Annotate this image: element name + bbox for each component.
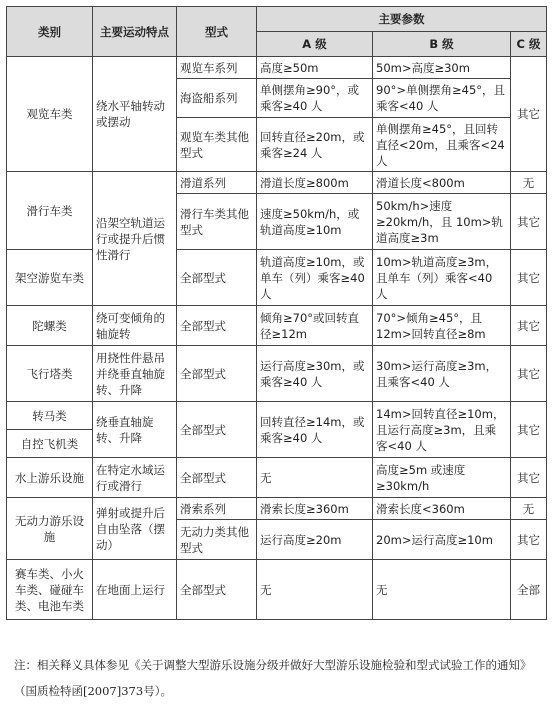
- header-type: 型式: [177, 7, 257, 57]
- a-cell: 无: [257, 560, 373, 620]
- feature-cell: 绕水平轴转动或摆动: [93, 57, 177, 172]
- type-cell: 无动力类其他型式: [177, 520, 257, 560]
- table-row: [7, 498, 547, 520]
- category-cell: 滑行车类: [7, 172, 93, 250]
- c-cell: 其它: [511, 194, 547, 250]
- table-row: [7, 306, 547, 346]
- table-row: [7, 250, 547, 306]
- c-cell: 全部: [511, 560, 547, 620]
- a-cell: 高度≥50m: [257, 57, 373, 79]
- a-cell: 滑道长度≥800m: [257, 172, 373, 194]
- category-cell: 架空游览车类: [7, 250, 93, 306]
- type-cell: 滑索系列: [177, 498, 257, 520]
- a-cell: 回转直径≥20m，或乘客≥24 人: [257, 118, 373, 172]
- type-cell: 全部型式: [177, 560, 257, 620]
- b-cell: 30m>运行高度≥3m，且乘客<40 人: [373, 346, 511, 402]
- header-a: A 级: [257, 32, 373, 57]
- category-cell: 无动力游乐设施: [7, 498, 93, 560]
- type-cell: 海盗船系列: [177, 79, 257, 118]
- classification-table: [6, 6, 547, 620]
- type-cell: 滑道系列: [177, 172, 257, 194]
- feature-cell: 绕可变倾角的轴旋转: [93, 306, 177, 346]
- category-cell: 飞行塔类: [7, 346, 93, 402]
- c-cell: 其它: [511, 520, 547, 560]
- feature-cell: 沿架空轨道运行或提升后惯性滑行: [93, 172, 177, 306]
- a-cell: 单侧摆角≥90°，或乘客≥40 人: [257, 79, 373, 118]
- type-cell: 观览车类其他型式: [177, 118, 257, 172]
- c-cell: 其它: [511, 402, 547, 458]
- c-cell: 其它: [511, 346, 547, 402]
- type-cell: 全部型式: [177, 402, 257, 458]
- a-cell: 轨道高度≥10m，或单车（列）乘客≥40 人: [257, 250, 373, 306]
- b-cell: 滑道长度<800m: [373, 172, 511, 194]
- c-cell: 其它: [511, 458, 547, 498]
- category-cell: 自控飞机类: [7, 430, 93, 458]
- footnote-text: 注：相关释义具体参见《关于调整大型游乐设施分级并做好大型游乐设施检验和型式试验工作的通知》（国质检特函[2007]373号）。: [14, 658, 532, 698]
- feature-cell: 弹射或提升后自由坠落（摆动）: [93, 498, 177, 560]
- b-cell: 50km/h>速度≥20km/h，且 10m>轨道高度≥3m: [373, 194, 511, 250]
- feature-cell: 在特定水域运行或滑行: [93, 458, 177, 498]
- b-cell: 50m>高度≥30m: [373, 57, 511, 79]
- a-cell: 速度≥50km/h，或轨道高度≥10m: [257, 194, 373, 250]
- b-cell: 无: [373, 560, 511, 620]
- b-cell: 滑索长度<360m: [373, 498, 511, 520]
- b-cell: 70°>倾角≥45°，且12m>回转直径≥8m: [373, 306, 511, 346]
- footnote: [14, 652, 538, 704]
- category-cell: 转马类: [7, 402, 93, 430]
- type-cell: 全部型式: [177, 306, 257, 346]
- b-cell: 10m>轨道高度≥3m，且单车（列）乘客<40 人: [373, 250, 511, 306]
- category-cell: 水上游乐设施: [7, 458, 93, 498]
- a-cell: 无: [257, 458, 373, 498]
- type-cell: 全部型式: [177, 250, 257, 306]
- c-cell: 无: [511, 172, 547, 194]
- table-row: [7, 172, 547, 194]
- table-row: [7, 57, 547, 79]
- type-cell: 全部型式: [177, 458, 257, 498]
- category-cell: 赛车类、小火车类、碰碰车类、电池车类: [7, 560, 93, 620]
- table-row: [7, 458, 547, 498]
- table-row: [7, 560, 547, 620]
- feature-cell: 用挠性件悬吊并绕垂直轴旋转、升降: [93, 346, 177, 402]
- header-params: 主要参数: [257, 7, 547, 32]
- type-cell: 全部型式: [177, 346, 257, 402]
- header-c: C 级: [511, 32, 547, 57]
- b-cell: 90°>单侧摆角≥45°，且乘客<40 人: [373, 79, 511, 118]
- a-cell: 运行高度≥30m，或乘客≥40 人: [257, 346, 373, 402]
- b-cell: 单侧摆角≥45°，且回转直径<20m，且乘客<24 人: [373, 118, 511, 172]
- category-cell: 陀螺类: [7, 306, 93, 346]
- header-category: 类别: [7, 7, 93, 57]
- a-cell: 滑索长度≥360m: [257, 498, 373, 520]
- c-cell: 其它: [511, 306, 547, 346]
- category-cell: 观览车类: [7, 57, 93, 172]
- b-cell: 20m>运行高度≥10m: [373, 520, 511, 560]
- a-cell: 运行高度≥20m: [257, 520, 373, 560]
- type-cell: 滑行车类其他型式: [177, 194, 257, 250]
- c-cell: 其它: [511, 250, 547, 306]
- a-cell: 回转直径≥14m，或乘客≥40 人: [257, 402, 373, 458]
- a-cell: 倾角≥70°或回转直径≥12m: [257, 306, 373, 346]
- type-cell: 观览车系列: [177, 57, 257, 79]
- header-row-1: [7, 7, 547, 32]
- c-cell: 其它: [511, 57, 547, 172]
- b-cell: 高度≥5m 或速度≥30km/h: [373, 458, 511, 498]
- c-cell: 无: [511, 498, 547, 520]
- header-feature: 主要运动特点: [93, 7, 177, 57]
- b-cell: 14m>回转直径≥10m，且运行高度≥3m，且乘客<40 人: [373, 402, 511, 458]
- table-row: [7, 402, 547, 430]
- feature-cell: 绕垂直轴旋转、升降: [93, 402, 177, 458]
- header-b: B 级: [373, 32, 511, 57]
- table-row: [7, 346, 547, 402]
- feature-cell: 在地面上运行: [93, 560, 177, 620]
